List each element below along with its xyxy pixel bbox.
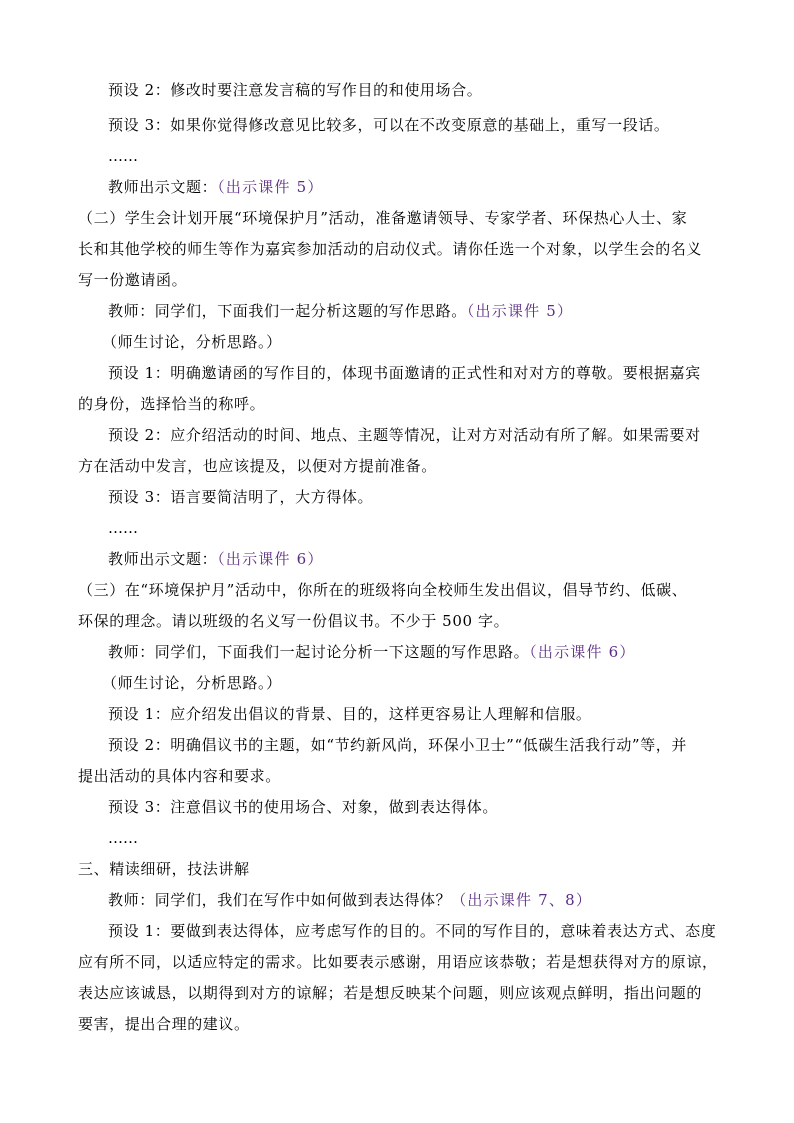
courseware-reference: （出示课件 6） <box>529 643 636 661</box>
paragraph-text: （二）学生会计划开展“环境保护月”活动，准备邀请领导、专家学者、环保热心人士、家 <box>78 209 688 227</box>
section-heading-text: 三、精读细研，技法讲解 <box>78 860 250 878</box>
paragraph-text: 教师：同学们，下面我们一起讨论分析一下这题的写作思路。 <box>108 643 530 661</box>
paragraph-text: 预设 1：要做到表达得体，应考虑写作的目的。不同的写作目的，意味着表达方式、态度 <box>108 922 717 940</box>
paragraph-text: 预设 3：注意倡议书的使用场合、对象，做到表达得体。 <box>108 798 498 816</box>
paragraph-line <box>108 425 701 445</box>
paragraph-line <box>78 611 509 631</box>
paragraph-line <box>108 797 498 817</box>
paragraph-line <box>108 487 373 507</box>
ellipsis-line <box>108 146 138 166</box>
paragraph-text: 预设 3：如果你觉得修改意见比较多，可以在不改变原意的基础上，重写一段话。 <box>108 116 670 134</box>
paragraph-line <box>108 363 701 383</box>
courseware-reference: （出示课件 6） <box>217 550 324 568</box>
paragraph-line <box>108 177 324 197</box>
paragraph-text: 教师出示文题： <box>108 178 218 196</box>
paragraph-text: （师生讨论，分析思路。） <box>102 674 282 692</box>
paragraph-line <box>108 80 482 100</box>
paragraph-line <box>108 735 687 755</box>
paragraph-line <box>78 983 702 1003</box>
paragraph-text: 要害，提出合理的建议。 <box>78 1015 250 1033</box>
paragraph-text: （三）在“环境保护月”活动中，你所在的班级将向全校师生发出倡议，倡导节约、低碳、 <box>78 581 688 599</box>
paragraph-text: 的身份，选择恰当的称呼。 <box>78 395 266 413</box>
paragraph-text: 方在活动中发言，也应该提及，以便对方提前准备。 <box>78 457 437 475</box>
ellipsis-text: …… <box>108 829 138 847</box>
paragraph-line <box>78 1014 250 1034</box>
paragraph-line <box>78 208 687 228</box>
paragraph-text: 表达应该诚恳，以期得到对方的谅解；若是想反映某个问题，则应该观点鲜明，指出问题的 <box>78 984 703 1002</box>
paragraph-line <box>108 890 592 910</box>
ellipsis-line <box>108 828 138 848</box>
paragraph-text: 提出活动的具体内容和要求。 <box>78 767 281 785</box>
paragraph-text: 教师出示文题： <box>108 550 218 568</box>
paragraph-line <box>78 270 187 290</box>
paragraph-line <box>108 704 592 724</box>
paragraph-text: 教师：同学们，下面我们一起分析这题的写作思路。 <box>108 302 467 320</box>
paragraph-text: 长和其他学校的师生等作为嘉宾参加活动的启动仪式。请你任选一个对象，以学生会的名义 <box>78 240 703 258</box>
paragraph-text: 环保的理念。请以班级的名义写一份倡议书。不少于 500 字。 <box>78 612 510 630</box>
paragraph-line <box>108 549 324 569</box>
paragraph-text: 预设 2：修改时要注意发言稿的写作目的和使用场合。 <box>108 81 483 99</box>
paragraph-text: 写一份邀请函。 <box>78 271 188 289</box>
paragraph-line <box>102 332 282 352</box>
paragraph-line <box>108 301 573 321</box>
paragraph-line <box>108 921 716 941</box>
paragraph-line <box>78 239 702 259</box>
ellipsis-line <box>108 518 138 538</box>
paragraph-text: 预设 2：应介绍活动的时间、地点、主题等情况，让对方对活动有所了解。如果需要对 <box>108 426 701 444</box>
paragraph-line <box>78 952 718 972</box>
paragraph-line <box>78 766 281 786</box>
paragraph-text: 教师：同学们，我们在写作中如何做到表达得体？ <box>108 891 452 909</box>
paragraph-line <box>108 642 636 662</box>
paragraph-text: 应有所不同，以适应特定的需求。比如要表示感谢，用语应该恭敬；若是想获得对方的原谅， <box>78 953 718 971</box>
paragraph-line <box>108 115 670 135</box>
paragraph-text: 预设 3：语言要简洁明了，大方得体。 <box>108 488 374 506</box>
courseware-reference: （出示课件 7、8） <box>451 891 593 909</box>
paragraph-text: 预设 2：明确倡议书的主题，如“节约新风尚，环保小卫士”“低碳生活我行动”等，并 <box>108 736 687 754</box>
paragraph-line <box>78 456 437 476</box>
paragraph-line <box>78 394 265 414</box>
paragraph-text: 预设 1：明确邀请函的写作目的，体现书面邀请的正式性和对对方的尊敬。要根据嘉宾 <box>108 364 701 382</box>
paragraph-text: （师生讨论，分析思路。） <box>102 333 282 351</box>
section-heading <box>78 859 250 879</box>
courseware-reference: （出示课件 5） <box>466 302 574 320</box>
paragraph-text: 预设 1：应介绍发出倡议的背景、目的，这样更容易让人理解和信服。 <box>108 705 592 723</box>
ellipsis-text: …… <box>108 147 138 165</box>
ellipsis-text: …… <box>108 519 138 537</box>
paragraph-line <box>102 673 282 693</box>
paragraph-line <box>78 580 687 600</box>
courseware-reference: （出示课件 5） <box>217 178 324 196</box>
